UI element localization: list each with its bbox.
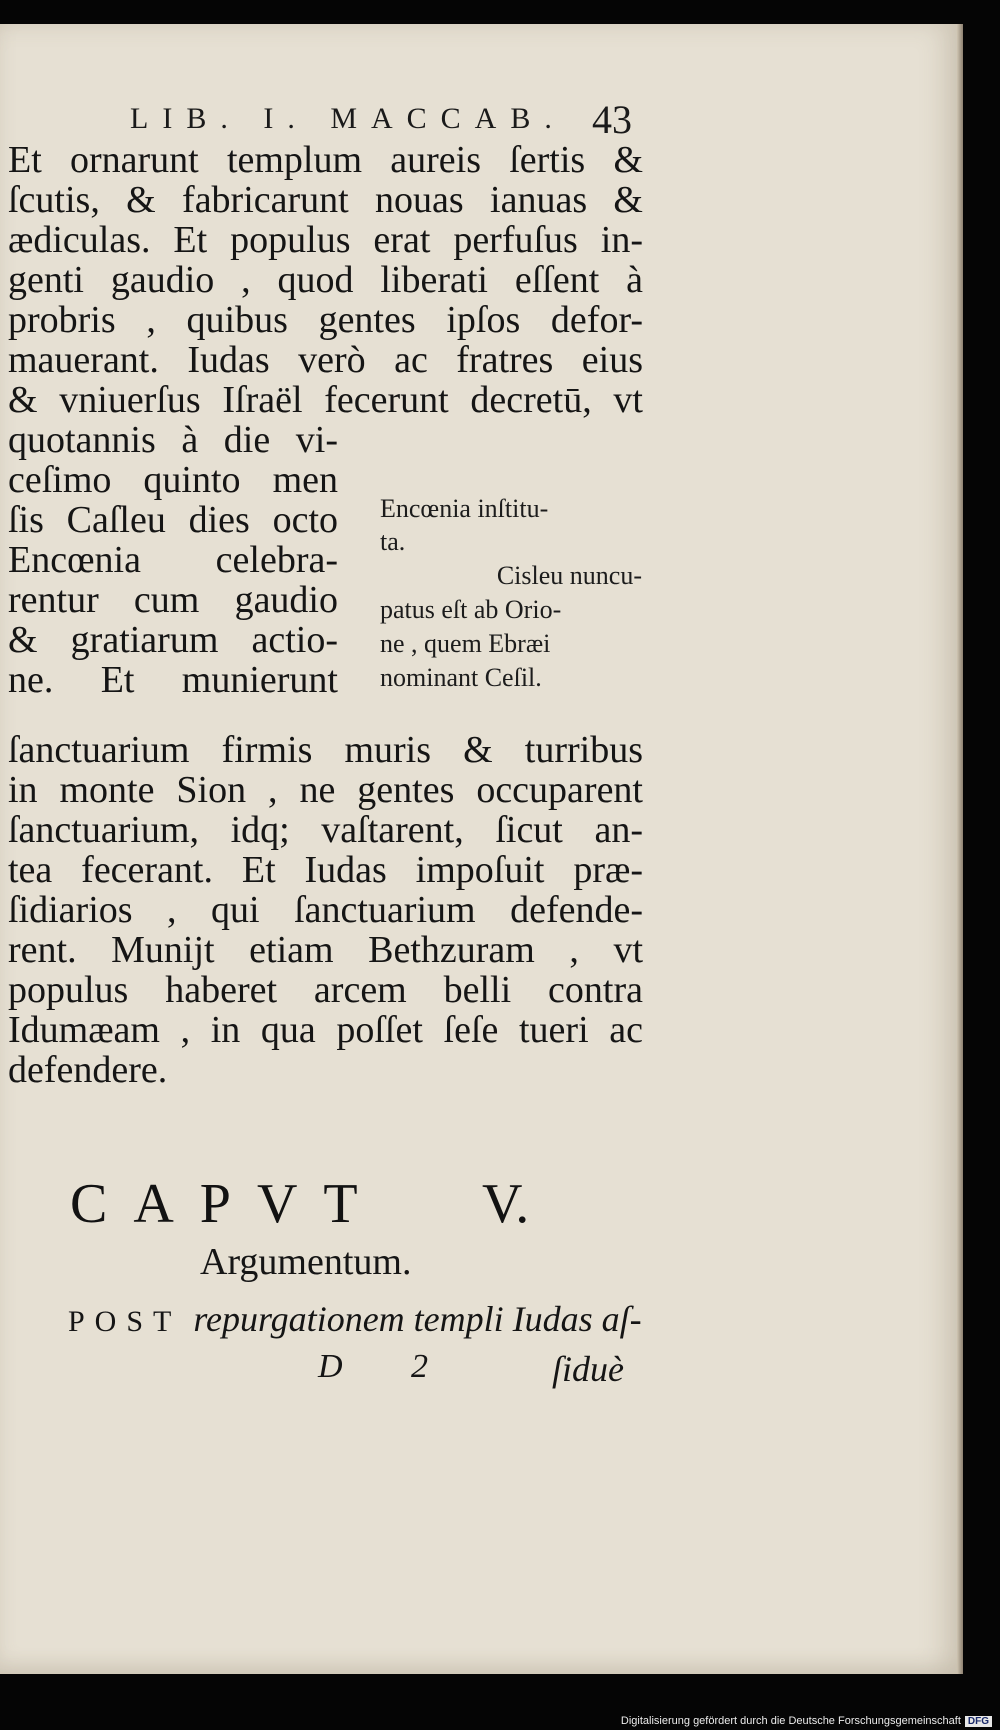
footer-credit-text: Digitalisierung gefördert durch die Deutsche Forschungsgemeinschaft [620,1715,961,1727]
text-line: rentur cum gaudio [8,579,338,621]
summary-text: repurgationem templi Iudas aſ- [193,1299,642,1339]
running-head [130,96,650,140]
side-note-line: Cisleu nuncu- [496,561,642,590]
chapter-heading [70,1172,600,1235]
running-head-title: LIB. I. MACCAB. [130,102,566,135]
catchword: ſiduè [552,1349,624,1389]
text-line: ſis Caſleu dies octo [8,499,338,541]
text-line: Idumæam , in qua poſſet ſeſe tueri ac [8,1009,643,1051]
side-note-line: Encœnia inſtitu- [380,494,549,523]
side-note-line: patus eſt ab Orio- [380,595,562,624]
text-line: rent. Munijt etiam Bethzuram , vt [8,929,643,971]
side-note-line: nominant Ceſil. [380,663,542,692]
text-line: ædiculas. Et populus erat perfuſus in- [8,219,643,261]
chapter-summary [68,1298,646,1340]
text-line: tea fecerant. Et Iudas impoſuit præ- [8,849,643,891]
summary-lead-word: POST [68,1305,182,1338]
side-note-line: ta. [380,527,406,556]
text-line: defendere. [8,1049,168,1091]
text-line: genti gaudio , quod liberati eſſent à [8,259,643,301]
dfg-logo: DFG [965,1716,992,1727]
text-line: probris , quibus gentes ipſos defor- [8,299,643,341]
text-line: & gratiarum actio- [8,619,338,661]
text-line: populus haberet arcem belli contra [8,969,643,1011]
text-line: Et ornarunt templum aureis ſertis & [8,139,643,181]
text-line: & vniuerſus Iſraël fecerunt decretū, vt [8,379,643,421]
text-line: ſcutis, & fabricarunt nouas ianuas & [8,179,643,221]
chapter-word: CAPVT [70,1173,384,1235]
text-line: ſanctuarium, idq; vaſtarent, ſicut an- [8,809,643,851]
page-edge-shadow [957,24,963,1674]
text-line: quotannis à die vi- [8,419,338,461]
text-line: mauerant. Iudas verò ac fratres eius [8,339,643,381]
digitization-footer [621,1715,992,1727]
text-line: ne. Et munierunt [8,659,338,701]
text-line: Encœnia celebra- [8,539,338,581]
page-number: 43 [592,97,632,142]
side-note-line: ne , quem Ebræi [380,629,551,658]
text-line: in monte Sion , ne gentes occuparent [8,769,643,811]
text-line: ceſimo quinto men [8,459,338,501]
text-line: ſanctuarium firmis muris & turribus [8,729,643,771]
argumentum-heading: Argumentum. [200,1241,412,1283]
text-line: ſidiarios , qui ſanctuarium defende- [8,889,643,931]
signature-mark: D 2 [318,1348,459,1385]
chapter-number: V. [482,1173,530,1235]
